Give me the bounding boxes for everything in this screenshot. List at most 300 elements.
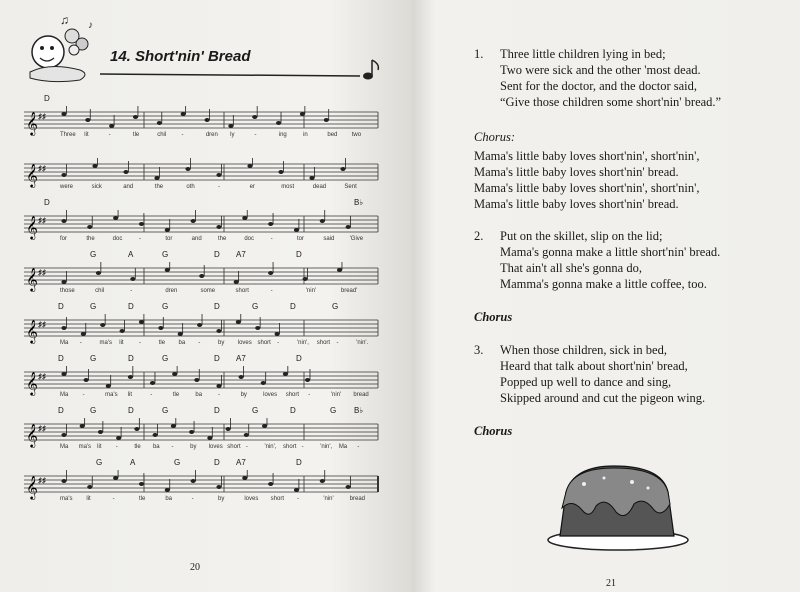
lyric-row — [24, 392, 380, 402]
verse-line: Put on the skillet, slip on the lid; — [500, 229, 663, 243]
right-page — [412, 0, 800, 592]
note-head — [81, 332, 86, 336]
chord-symbol: A7 — [236, 250, 246, 259]
chord-symbol: D — [58, 406, 64, 415]
note-head — [228, 124, 233, 128]
note-head — [123, 170, 128, 174]
note-head — [216, 173, 221, 177]
lyric-syllable: bread — [349, 496, 366, 502]
lyric-syllable: doc — [244, 236, 255, 242]
chord-symbol: D — [290, 406, 296, 415]
note-head — [134, 427, 139, 431]
note-head — [204, 118, 209, 122]
note-head — [84, 378, 89, 382]
lyric-syllable: tle — [158, 340, 166, 346]
key-signature: ♯♯ — [38, 268, 46, 277]
lyric-syllable: - — [198, 340, 201, 346]
lyric-syllable: chil — [157, 132, 167, 138]
lyric-syllable: - — [112, 496, 115, 502]
lyric-syllable: said — [323, 236, 335, 242]
verse-line: When those children, sick in bed, — [500, 343, 667, 357]
lyric-syllable: oth — [186, 184, 195, 190]
lyric-row — [24, 288, 380, 298]
note-head — [96, 271, 101, 275]
chord-symbol: D — [296, 250, 302, 259]
lyric-row — [24, 236, 380, 246]
lyric-syllable: - — [218, 392, 220, 398]
verse-line: Sent for the doctor, and the doctor said, — [500, 79, 698, 93]
note-head — [207, 436, 212, 440]
note-head — [165, 268, 170, 272]
lyric-syllable: loves — [237, 340, 252, 346]
lyric-syllable: short — [316, 340, 331, 346]
lyric-syllable: Ma — [60, 392, 69, 398]
note-head — [320, 479, 325, 483]
lyric-syllable: - — [108, 132, 111, 138]
lyric-syllable: by — [190, 444, 197, 450]
song-title: 14. Short'nin' Bread — [110, 48, 251, 65]
lyric-syllable: tle — [132, 132, 140, 138]
lyric-syllable: short — [270, 496, 284, 502]
note-head — [185, 167, 190, 171]
lyric-syllable: two — [351, 132, 362, 138]
note-head — [61, 112, 66, 116]
lyric-syllable: by — [218, 496, 225, 502]
chord-symbol: D — [214, 302, 220, 311]
staff-system — [24, 198, 380, 248]
lyric-syllable: - — [270, 288, 273, 294]
lyric-syllable: - — [308, 392, 311, 398]
verse-2-number: 2. — [474, 229, 484, 243]
note-head — [139, 482, 144, 486]
note-head — [61, 326, 66, 330]
note-head — [191, 479, 196, 483]
lyric-row — [24, 496, 380, 506]
lyric-syllable: short — [227, 444, 241, 450]
key-signature: ♯♯ — [38, 476, 46, 485]
note-head — [150, 381, 155, 385]
lyric-syllable: Three — [60, 132, 76, 138]
note-head — [61, 173, 66, 177]
chord-symbol: A7 — [236, 458, 246, 467]
note-head — [98, 430, 103, 434]
lyric-syllable: - — [181, 132, 184, 138]
treble-clef-icon: 𝄞 — [26, 163, 38, 187]
lyric-syllable: dren — [205, 132, 218, 138]
lyric-syllable: - — [79, 340, 82, 346]
note-head — [128, 375, 133, 379]
eighth-note-icon — [362, 58, 382, 82]
chord-symbol: A7 — [236, 354, 246, 363]
lyric-syllable: - — [301, 444, 304, 450]
note-head — [80, 424, 85, 428]
lyric-syllable: - — [357, 444, 360, 450]
chord-symbol: D — [58, 354, 64, 363]
key-signature: ♯♯ — [38, 164, 46, 173]
treble-clef-icon: 𝄞 — [26, 371, 38, 395]
chord-symbol: D — [296, 458, 302, 467]
chord-symbol: G — [252, 302, 259, 311]
note-head — [239, 375, 244, 379]
note-head — [236, 320, 241, 324]
lyric-syllable: - — [245, 444, 248, 450]
lyric-syllable: short — [285, 392, 300, 398]
lyric-syllable: 'nin' — [323, 496, 334, 502]
note-head — [226, 427, 231, 431]
lyric-syllable: - — [82, 392, 85, 398]
lyric-syllable: tle — [139, 496, 146, 502]
cake-illustration — [544, 458, 704, 558]
chord-symbol: B♭ — [354, 198, 364, 207]
lyric-syllable: lit — [127, 392, 133, 398]
lyric-row — [24, 184, 380, 194]
lyric-syllable: - — [139, 340, 141, 346]
treble-clef-icon: 𝄞 — [26, 215, 38, 239]
note-head — [309, 176, 314, 180]
note-head — [340, 167, 345, 171]
note-head — [87, 225, 92, 229]
lyric-syllable: sick — [91, 184, 102, 190]
note-head — [276, 121, 281, 125]
verse-line: Three little children lying in bed; — [500, 47, 666, 61]
chord-symbol: G — [162, 250, 169, 259]
note-head — [303, 277, 308, 281]
lyric-syllable: chil — [95, 288, 105, 294]
treble-clef-icon: 𝄞 — [26, 319, 38, 343]
lyric-syllable: Sent — [344, 184, 357, 190]
lyric-syllable: tor — [165, 236, 173, 242]
chord-symbol: G — [162, 302, 169, 311]
staff-system — [24, 302, 380, 352]
note-head — [116, 436, 121, 440]
chord-symbol: D — [214, 406, 220, 415]
verse-1 — [474, 46, 721, 110]
lyric-syllable: ing — [278, 132, 287, 138]
note-head — [216, 485, 221, 489]
note-head — [320, 219, 325, 223]
chord-symbol: G — [90, 354, 97, 363]
key-signature: ♯♯ — [38, 372, 46, 381]
lyric-syllable: those — [60, 288, 75, 294]
lyric-syllable: ly — [230, 132, 235, 138]
lyric-syllable: loves — [263, 392, 278, 398]
lyric-syllable: in — [303, 132, 308, 138]
note-head — [242, 216, 247, 220]
lyric-syllable: 'nin'. — [356, 340, 369, 346]
note-head — [139, 222, 144, 226]
chord-symbol: G — [90, 406, 97, 415]
chord-symbol: D — [128, 302, 134, 311]
lyric-syllable: - — [130, 288, 133, 294]
lyric-syllable: - — [191, 496, 194, 502]
note-head — [247, 164, 252, 168]
key-signature: ♯♯ — [38, 216, 46, 225]
note-head — [130, 277, 135, 281]
note-head — [216, 225, 221, 229]
lyric-syllable: bread' — [340, 288, 358, 294]
lyric-syllable: er — [249, 184, 255, 190]
key-signature: ♯♯ — [38, 320, 46, 329]
note-head — [172, 372, 177, 376]
note-head — [139, 320, 144, 324]
lyric-syllable: doc — [112, 236, 123, 242]
note-head — [106, 384, 111, 388]
treble-clef-icon: 𝄞 — [26, 267, 38, 291]
note-head — [61, 479, 66, 483]
note-head — [199, 274, 204, 278]
note-head — [157, 121, 162, 125]
chord-symbol: A — [128, 250, 134, 259]
lyric-syllable: - — [270, 236, 273, 242]
note-head — [165, 228, 170, 232]
chord-symbol: G — [174, 458, 181, 467]
lyric-syllable: 'nin' — [330, 392, 342, 398]
lyric-syllable: - — [297, 496, 299, 502]
chord-symbol: B♭ — [354, 406, 364, 415]
lyric-syllable: 'nin', — [297, 340, 309, 346]
chorus-heading: Chorus: — [474, 130, 515, 144]
lyric-syllable: bread — [353, 392, 369, 398]
lyric-syllable: ma's — [60, 496, 73, 502]
note-head — [252, 115, 257, 119]
chorus-reference-2: Chorus — [474, 424, 513, 438]
lyric-syllable: tle — [134, 444, 141, 450]
verse-3-number: 3. — [474, 343, 484, 357]
note-head — [197, 323, 202, 327]
chorus-line: Mama's little baby loves short'nin', short'nin', — [474, 149, 700, 163]
chorus-line: Mama's little baby loves short'nin', short'nin', — [474, 181, 700, 195]
lyric-syllable: Ma — [60, 444, 69, 450]
treble-clef-icon: 𝄞 — [26, 111, 38, 135]
lyric-syllable: loves — [208, 444, 223, 450]
lyric-syllable: ba — [152, 444, 160, 450]
key-signature: ♯♯ — [38, 424, 46, 433]
note-head — [178, 332, 183, 336]
chord-symbol: D — [128, 406, 134, 415]
note-head — [262, 424, 267, 428]
chord-symbol: G — [162, 354, 169, 363]
lyric-syllable: lit — [86, 496, 91, 502]
note-head — [305, 378, 310, 382]
svg-text:♪: ♪ — [88, 20, 93, 31]
chord-symbol: D — [214, 354, 220, 363]
lyric-row — [24, 444, 380, 454]
lyric-syllable: - — [336, 340, 339, 346]
note-head — [244, 433, 249, 437]
note-head — [113, 216, 118, 220]
lyric-syllable: ba — [195, 392, 203, 398]
note-head — [294, 488, 299, 492]
note-head — [191, 219, 196, 223]
note-head — [216, 329, 221, 333]
note-head — [278, 170, 283, 174]
chord-symbol: D — [44, 198, 50, 207]
staff-system — [24, 406, 380, 456]
chord-symbol: G — [90, 302, 97, 311]
note-head — [294, 228, 299, 232]
lyric-syllable: some — [200, 288, 216, 294]
lyric-syllable: lit — [84, 132, 89, 138]
note-head — [261, 381, 266, 385]
note-head — [61, 433, 66, 437]
chord-symbol: G — [162, 406, 169, 415]
lyric-syllable: bed — [327, 132, 338, 138]
lyric-syllable: - — [150, 392, 153, 398]
note-head — [283, 372, 288, 376]
lyric-syllable: most — [281, 184, 295, 190]
lyric-syllable: by — [240, 392, 247, 398]
note-head — [171, 424, 176, 428]
lyric-syllable: - — [139, 236, 141, 242]
chorus-reference-1: Chorus — [474, 310, 513, 324]
lyric-syllable: - — [115, 444, 118, 450]
title-underline — [20, 14, 390, 84]
note-head — [337, 268, 342, 272]
lyric-syllable: 'nin', — [264, 444, 277, 450]
verse-line: Skipped around and cut the pigeon wing. — [500, 391, 706, 405]
note-head — [189, 430, 194, 434]
lyric-syllable: short — [283, 444, 297, 450]
note-head — [268, 482, 273, 486]
lyric-syllable: short — [235, 288, 249, 294]
note-head — [268, 271, 273, 275]
lyric-row — [24, 132, 380, 142]
note-head — [120, 329, 125, 333]
lyric-syllable: ma's — [99, 340, 112, 346]
staff-system — [24, 250, 380, 300]
chord-symbol: D — [290, 302, 296, 311]
lyric-syllable: 'Give — [349, 236, 364, 242]
chorus-lyrics — [474, 148, 699, 212]
lyric-syllable: - — [277, 340, 280, 346]
verse-line: Heard that talk about short'nin' bread, — [500, 359, 688, 373]
chorus-line: Mama's little baby loves short'nin' bread. — [474, 165, 679, 179]
note-head — [324, 118, 329, 122]
lyric-syllable: tor — [297, 236, 305, 242]
verse-line: Popped up well to dance and sing, — [500, 375, 672, 389]
treble-clef-icon: 𝄞 — [26, 423, 38, 447]
chord-symbol: D — [58, 302, 64, 311]
verse-line: “Give those children some short'nin' bread.” — [500, 95, 722, 109]
lyric-syllable: for — [60, 236, 68, 242]
lyric-syllable: loves — [244, 496, 259, 502]
verse-2 — [474, 228, 720, 292]
lyric-syllable: and — [123, 184, 134, 190]
note-head — [165, 488, 170, 492]
lyric-syllable: lit — [97, 444, 102, 450]
note-head — [242, 476, 247, 480]
lyric-syllable: by — [218, 340, 225, 346]
lyric-syllable: 'nin' — [305, 288, 317, 294]
lyric-syllable: tle — [172, 392, 180, 398]
note-head — [268, 222, 273, 226]
note-head — [87, 485, 92, 489]
note-head — [109, 124, 114, 128]
note-head — [255, 326, 260, 330]
lyric-syllable: ma's — [105, 392, 118, 398]
chorus-line: Mama's little baby loves short'nin' bread. — [474, 197, 679, 211]
lyric-syllable: 'nin', — [320, 444, 333, 450]
lyric-syllable: dren — [165, 288, 178, 294]
note-head — [61, 219, 66, 223]
lyric-syllable: ma's — [78, 444, 92, 450]
lyric-syllable: the — [218, 236, 227, 242]
verse-line: Mamma's gonna make a little coffee, too. — [500, 277, 707, 291]
note-head — [275, 332, 280, 336]
page-number-left: 20 — [190, 562, 200, 573]
note-head — [234, 280, 239, 284]
staff-system — [24, 458, 380, 508]
lyric-syllable: - — [218, 184, 220, 190]
lyric-syllable: were — [60, 184, 74, 190]
chord-symbol: G — [90, 250, 97, 259]
note-head — [216, 384, 221, 388]
lyric-syllable: and — [191, 236, 202, 242]
chord-symbol: G — [96, 458, 103, 467]
song-header — [20, 14, 390, 84]
verse-line: Mama's gonna make a little short'nin' bread. — [500, 245, 721, 259]
lyric-syllable: the — [86, 236, 95, 242]
note-head — [100, 323, 105, 327]
chord-symbol: D — [214, 458, 220, 467]
note-head — [113, 476, 118, 480]
chord-symbol: D — [214, 250, 220, 259]
note-head — [346, 485, 351, 489]
lyric-syllable: Ma — [338, 444, 348, 450]
note-head — [61, 372, 66, 376]
note-head — [154, 176, 159, 180]
note-head — [346, 225, 351, 229]
note-head — [92, 164, 97, 168]
chord-symbol: A — [130, 458, 136, 467]
note-head — [158, 326, 163, 330]
lyric-syllable: Ma — [60, 340, 69, 346]
lyric-syllable: dead — [312, 184, 327, 190]
verse-1-number: 1. — [474, 47, 484, 61]
staff-system — [24, 94, 380, 144]
chord-symbol: D — [296, 354, 302, 363]
verse-line: Two were sick and the other 'most dead. — [500, 63, 701, 77]
note-head — [61, 280, 66, 284]
staff-system — [24, 146, 380, 196]
treble-clef-icon: 𝄞 — [26, 475, 38, 499]
page-number-right: 21 — [606, 578, 616, 589]
chord-symbol: D — [128, 354, 134, 363]
chord-symbol: D — [44, 94, 50, 103]
lyric-syllable: - — [254, 132, 257, 138]
chord-symbol: G — [252, 406, 259, 415]
note-head — [85, 118, 90, 122]
note-head — [181, 112, 186, 116]
note-head — [153, 433, 158, 437]
lyric-syllable: ba — [178, 340, 186, 346]
chord-symbol: G — [332, 302, 339, 311]
lyric-syllable: short — [257, 340, 271, 346]
note-head — [133, 115, 138, 119]
staff-system — [24, 354, 380, 404]
lyric-syllable: - — [171, 444, 174, 450]
note-head — [194, 378, 199, 382]
chord-symbol: G — [330, 406, 337, 415]
svg-text:♫: ♫ — [60, 14, 69, 27]
lyric-syllable: ba — [165, 496, 173, 502]
key-signature: ♯♯ — [38, 112, 46, 121]
verse-3 — [474, 342, 705, 406]
verse-line: That ain't all she's gonna do, — [500, 261, 642, 275]
lyric-row — [24, 340, 380, 350]
lyric-syllable: the — [154, 184, 164, 190]
lyric-syllable: lit — [119, 340, 124, 346]
